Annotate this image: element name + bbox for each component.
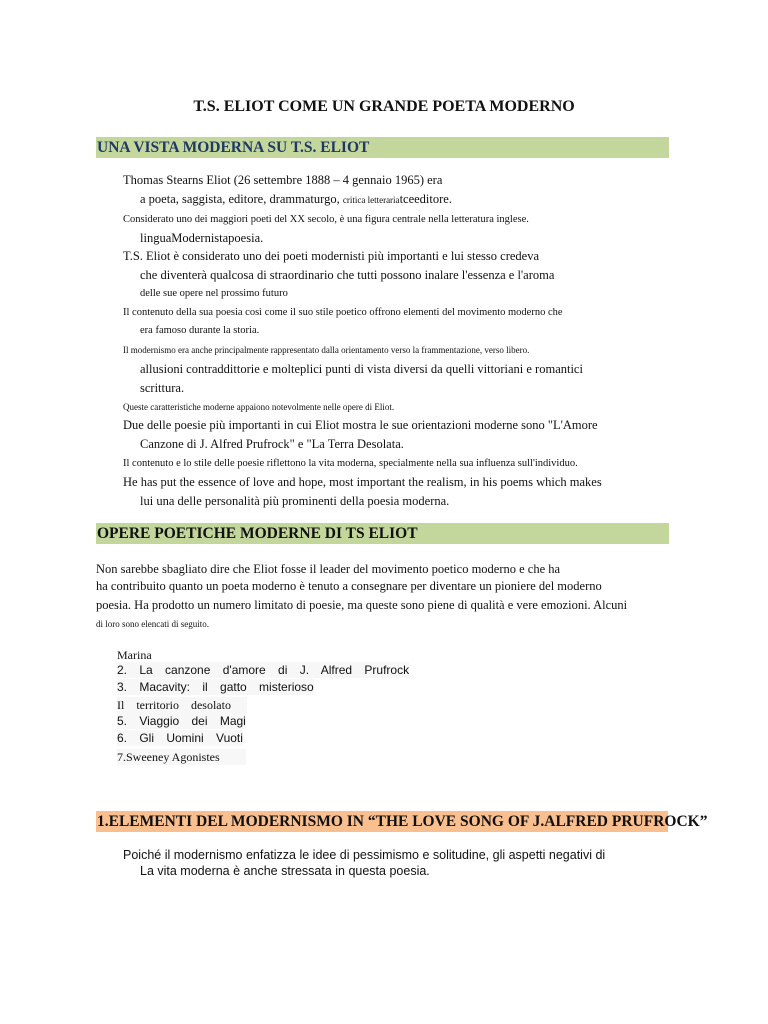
bullet-line: Thomas Stearns Eliot (26 settembre 1888 – 4 gennaio 1965) era <box>123 173 443 187</box>
poem-list-item: 3. Macavity: il gatto misterioso <box>117 680 314 694</box>
bullet-continuation: La vita moderna è anche stressata in questa poesia. <box>140 864 430 878</box>
bullet-line: He has put the essence of love and hope, most important the realism, in his poems which makes <box>123 475 602 489</box>
paragraph-line: ha contribuito quanto un poeta moderno è tenuto a consegnare per diventare un pioniere del moderno <box>96 579 602 593</box>
page-title: T.S. ELIOT COME UN GRANDE POETA MODERNO <box>193 98 575 115</box>
bullet-continuation: allusioni contraddittorie e molteplici punti di vista diversi da quelli vittoriani e romantici <box>140 362 583 376</box>
poem-list-item: 2. La canzone d'amore di J. Alfred Prufrock <box>117 663 410 677</box>
paragraph-line: Non sarebbe sbagliato dire che Eliot fosse il leader del movimento poetico moderno e che ha <box>96 562 561 576</box>
bullet-continuation: lui una delle personalità più prominenti della poesia moderna. <box>140 494 450 508</box>
bullet-line: Il contenuto della sua poesia così come il suo stile poetico offrono elementi del movimento moderno che <box>123 307 563 318</box>
bullet-line: T.S. Eliot è considerato uno dei poeti modernisti più importanti e lui stesso credeva <box>123 249 539 263</box>
bullet-line: Due delle poesie più importanti in cui Eliot mostra le sue orientazioni moderne sono "L'Amore <box>123 418 598 432</box>
bullet-continuation: a poeta, saggista, editore, drammaturgo, critica letterariatceeditore. <box>140 192 452 206</box>
section-heading-modern-view: UNA VISTA MODERNA SU T.S. ELIOT <box>96 137 669 158</box>
poem-list-item: 6. Gli Uomini Vuoti <box>117 731 243 745</box>
bullet-line: Considerato uno dei maggiori poeti del XX secolo, è una figura centrale nella letteratura inglese. <box>123 214 529 225</box>
bullet-continuation: scrittura. <box>140 381 185 395</box>
poem-list-item: 5. Viaggio dei Magi <box>117 714 246 728</box>
bullet-line: Il contenuto e lo stile delle poesie riflettono la vita moderna, specialmente nella sua influenza sull'individuo. <box>123 458 578 469</box>
bullet-continuation: linguaModernistapoesia. <box>140 231 264 245</box>
bullet-line: Poiché il modernismo enfatizza le idee di pessimismo e solitudine, gli aspetti negativi di <box>123 848 606 862</box>
bullet-line: Queste caratteristiche moderne appaiono notevolmente nelle opere di Eliot. <box>123 402 395 412</box>
section-heading-poetic-works: OPERE POETICHE MODERNE DI TS ELIOT <box>96 523 669 544</box>
bullet-continuation: Canzone di J. Alfred Prufrock" e "La Terra Desolata. <box>140 437 404 451</box>
section-heading-prufrock: 1.ELEMENTI DEL MODERNISMO IN “THE LOVE SONG OF J.ALFRED PRUFROCK” <box>97 813 708 830</box>
paragraph-line: poesia. Ha prodotto un numero limitato di poesie, ma queste sono piene di qualità e vere emozioni. Alcuni <box>96 598 628 612</box>
paragraph-line: di loro sono elencati di seguito. <box>96 619 209 629</box>
bullet-continuation: delle sue opere nel prossimo futuro <box>140 288 288 299</box>
poem-list-item: Il territorio desolato <box>117 697 247 713</box>
bullet-line: Il modernismo era anche principalmente rappresentato dalla orientamento verso la frammentazione, verso libero. <box>123 345 530 355</box>
poem-list-item: Marina <box>117 648 152 662</box>
poem-list-item: 7.Sweeney Agonistes <box>117 749 246 765</box>
bullet-continuation: che diventerà qualcosa di straordinario che tutti possono inalare l'essenza e l'aroma <box>140 268 555 282</box>
bullet-continuation: era famoso durante la storia. <box>140 325 260 336</box>
